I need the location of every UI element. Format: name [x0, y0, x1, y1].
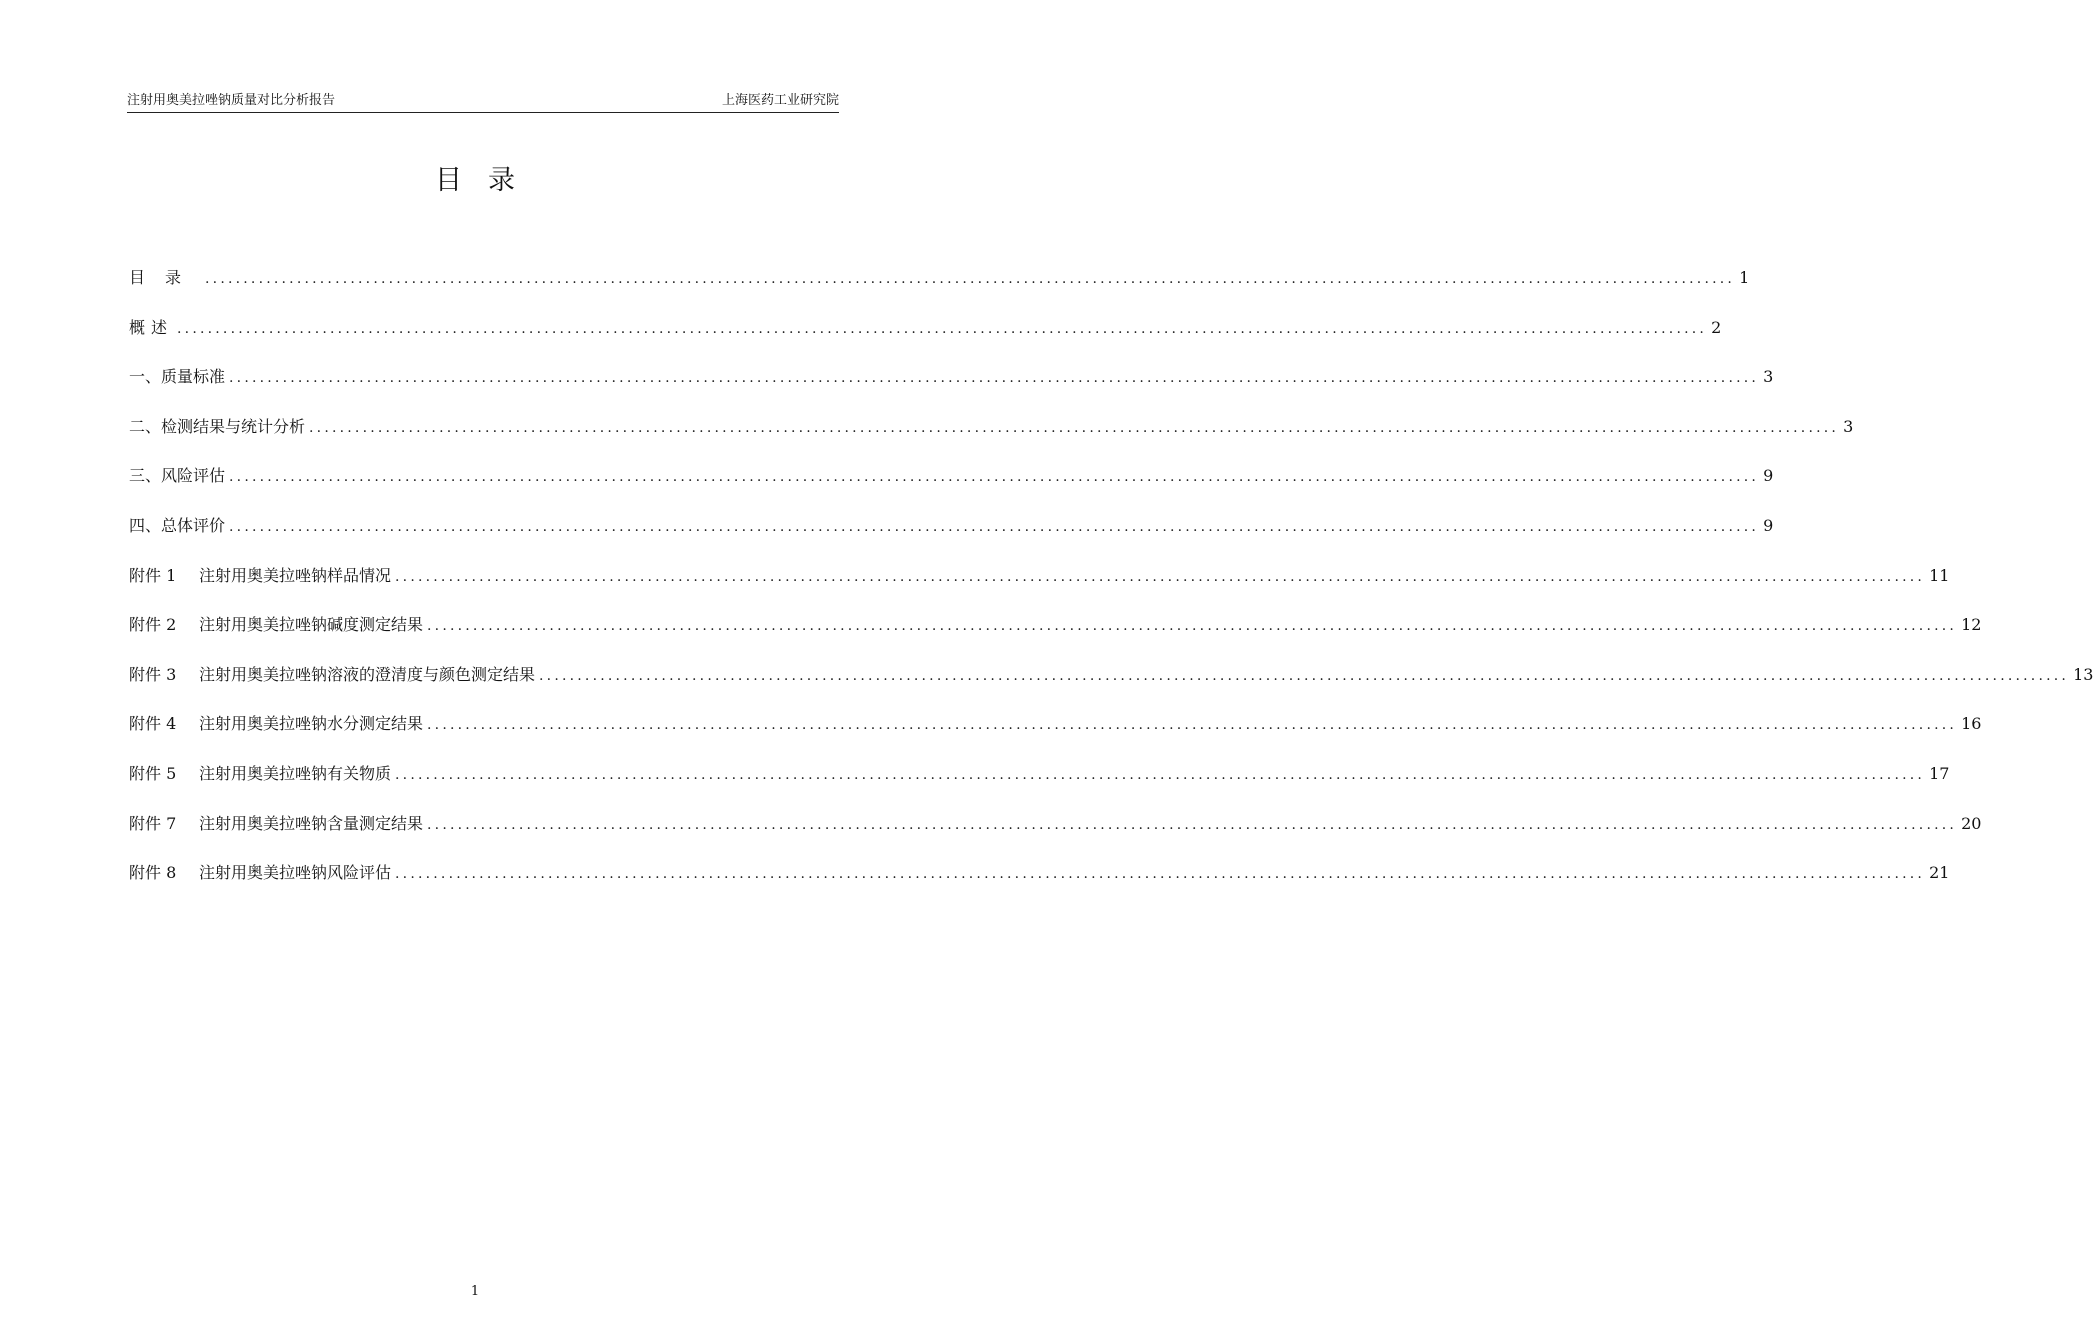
- page-number: 1: [470, 1284, 480, 1299]
- toc-entry-text: 注射用奥美拉唑钠溶液的澄清度与颜色测定结果: [199, 664, 536, 684]
- toc-dot-leader: ........................................................................................................................................................................................................: [229, 469, 1760, 486]
- toc-entry[interactable]: [129, 710, 1982, 760]
- toc-entry-text: 注射用奥美拉唑钠样品情况: [199, 565, 392, 585]
- toc-entry-text: 注射用奥美拉唑钠风险评估: [199, 863, 392, 883]
- toc-entry-page: 1: [1739, 268, 1750, 287]
- toc-dot-leader: ........................................................................................................................................................................................................: [229, 518, 1760, 535]
- toc-entry-page: 2: [1711, 317, 1722, 337]
- toc-appendix-number: 附件 4: [129, 714, 177, 734]
- toc-entry-label: [129, 710, 423, 738]
- toc-entry-label: [129, 413, 305, 441]
- toc-entry-page: 13: [2073, 664, 2093, 684]
- toc-entry-text: 概述: [129, 317, 174, 337]
- toc-dot-leader: ........................................................................................................................................................................................................: [177, 320, 1708, 337]
- toc-entry-text: 注射用奥美拉唑钠含量测定结果: [199, 813, 424, 833]
- toc-entry-text: 目录: [129, 268, 202, 287]
- toc-entry-label: [129, 462, 225, 490]
- toc-entry[interactable]: [129, 512, 1774, 562]
- toc-entry-page: 12: [1961, 615, 1982, 635]
- toc-dot-leader: ........................................................................................................................................................................................................: [395, 866, 1926, 883]
- toc-appendix-number: 附件 5: [129, 763, 177, 783]
- toc-entry-page: 16: [1961, 714, 1982, 734]
- toc-dot-leader: ........................................................................................................................................................................................................: [309, 419, 1840, 436]
- toc-entry-text: 一、质量标准: [129, 367, 226, 387]
- toc-entry-page: 3: [1763, 367, 1774, 387]
- toc-entry-label: [129, 314, 173, 342]
- toc-entry-label: [129, 760, 391, 788]
- toc-entry-text: 注射用奥美拉唑钠碱度测定结果: [199, 615, 424, 635]
- toc-entry-label: [129, 363, 225, 391]
- toc-entry-text: 注射用奥美拉唑钠有关物质: [199, 763, 392, 783]
- toc-entry-text: 四、总体评价: [129, 515, 226, 535]
- toc-entry[interactable]: [129, 413, 1854, 463]
- toc-entry-label: [129, 859, 391, 887]
- page-title: 目录: [435, 165, 541, 196]
- toc-entry[interactable]: [129, 760, 1950, 810]
- toc-entry-text: 三、风险评估: [129, 466, 226, 486]
- toc-entry[interactable]: [129, 611, 1982, 661]
- page-header: [127, 92, 839, 113]
- toc-entry-label: [129, 611, 423, 639]
- toc-entry[interactable]: [129, 661, 2093, 711]
- toc-entry-label: [129, 264, 201, 292]
- toc-entry[interactable]: [129, 859, 1950, 909]
- header-report-title: 注射用奥美拉唑钠质量对比分析报告: [127, 93, 336, 108]
- toc-entry-page: 11: [1929, 565, 1950, 585]
- toc-dot-leader: ........................................................................................................................................................................................................: [229, 370, 1760, 387]
- toc-dot-leader: ........................................................................................................................................................................................................: [395, 766, 1926, 783]
- toc-dot-leader: ........................................................................................................................................................................................................: [427, 816, 1958, 833]
- toc-entry-label: [129, 810, 423, 838]
- toc-entry[interactable]: [129, 314, 1722, 364]
- toc-dot-leader: ........................................................................................................................................................................................................: [395, 568, 1926, 585]
- header-institute: 上海医药工业研究院: [721, 93, 839, 108]
- toc-appendix-number: 附件 8: [129, 863, 177, 883]
- toc-entry-label: [129, 661, 535, 689]
- toc-entry[interactable]: [129, 462, 1774, 512]
- toc-appendix-number: 附件 3: [129, 664, 177, 684]
- toc-entry-label: [129, 562, 391, 590]
- toc-entry-page: 3: [1843, 416, 1854, 436]
- toc-entry-page: 9: [1763, 515, 1774, 535]
- toc-appendix-number: 附件 7: [129, 813, 177, 833]
- toc-entry[interactable]: [129, 810, 1982, 860]
- toc-entry[interactable]: [129, 363, 1774, 413]
- toc-entry-page: 21: [1929, 863, 1950, 883]
- toc-dot-leader: ........................................................................................................................................................................................................: [539, 667, 2070, 684]
- toc-appendix-number: 附件 2: [129, 615, 177, 635]
- toc-dot-leader: ........................................................................................................................................................................................................: [427, 717, 1958, 734]
- toc-entry[interactable]: [129, 562, 1950, 612]
- toc-dot-leader: ........................................................................................................................................................................................................: [205, 271, 1736, 287]
- table-of-contents: [129, 264, 2093, 909]
- toc-entry-text: 注射用奥美拉唑钠水分测定结果: [199, 714, 424, 734]
- toc-dot-leader: ........................................................................................................................................................................................................: [427, 618, 1958, 635]
- toc-entry-label: [129, 512, 225, 540]
- toc-entry-page: 17: [1929, 763, 1950, 783]
- toc-entry-page: 20: [1961, 813, 1982, 833]
- toc-entry-text: 二、检测结果与统计分析: [129, 416, 306, 436]
- toc-entry[interactable]: [129, 264, 1750, 314]
- toc-appendix-number: 附件 1: [129, 565, 177, 585]
- toc-entry-page: 9: [1763, 466, 1774, 486]
